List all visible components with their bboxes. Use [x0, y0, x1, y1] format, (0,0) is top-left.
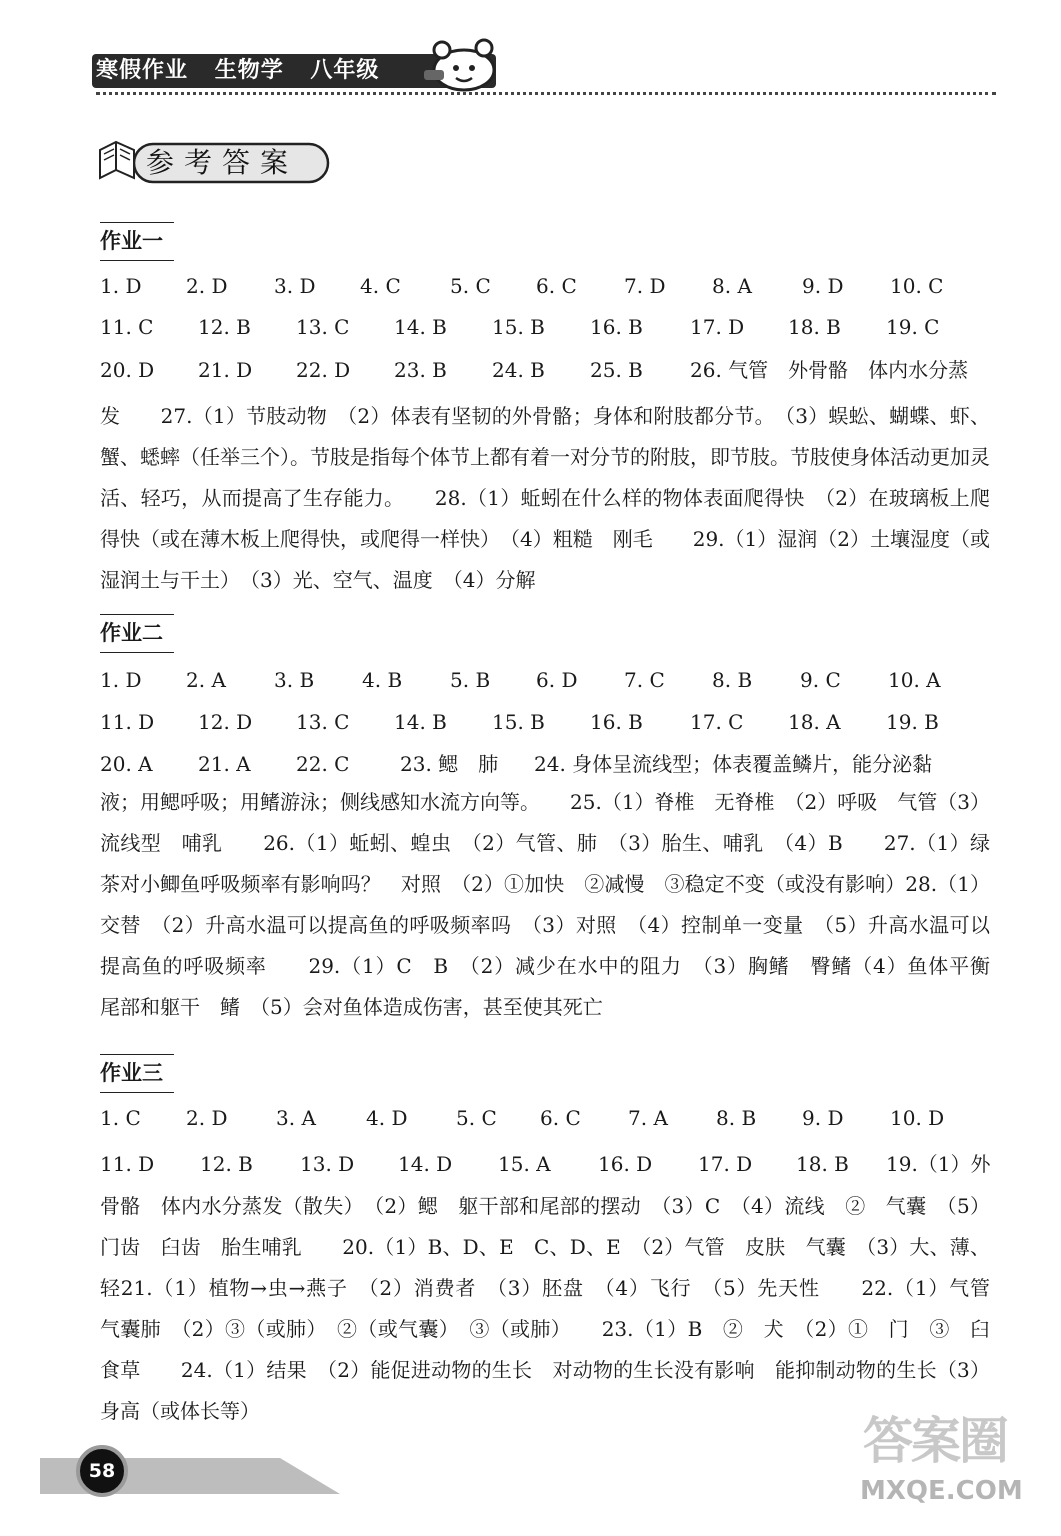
answer-item: 20. D [100, 358, 155, 382]
answer-item: 4. B [362, 668, 403, 692]
answer-row [100, 1144, 990, 1184]
answer-item: 10. C [890, 274, 944, 298]
answer-item: 20. A [100, 752, 153, 776]
answer-row [100, 1098, 990, 1138]
answer-item: 9. D [802, 1106, 844, 1130]
answer-item: 13. C [296, 315, 350, 339]
answer-item: 23. 鳃 肺 [400, 752, 499, 776]
answer-item: 22. C [296, 752, 350, 776]
answer-item: 17. C [690, 710, 744, 734]
page-number: 58 [88, 1460, 116, 1482]
answer-item: 3. B [274, 668, 315, 692]
answer-item: 15. A [498, 1152, 551, 1176]
answer-item: 2. D [186, 274, 228, 298]
section-rule [100, 1092, 174, 1093]
answer-item: 6. C [540, 1106, 581, 1130]
header-title-part: 八年级 [310, 58, 380, 83]
answer-item: 21. A [198, 752, 251, 776]
watermark-logo [860, 1408, 1023, 1526]
answer-item: 8. B [712, 668, 753, 692]
answer-item: 22. D [296, 358, 351, 382]
answer-item: 1. D [100, 274, 142, 298]
answer-item: 9. C [800, 668, 841, 692]
answer-item: 6. D [536, 668, 578, 692]
answer-item: 7. A [628, 1106, 668, 1130]
answer-item: 5. C [456, 1106, 497, 1130]
answer-row [100, 702, 990, 742]
answer-item: 6. C [536, 274, 577, 298]
answer-item: 26. 气管 外骨骼 体内水分蒸 [690, 358, 969, 382]
answer-item: 18. B [796, 1152, 849, 1176]
answer-item: 14. B [394, 710, 447, 734]
section-title: 作业三 [100, 1061, 163, 1085]
answer-item: 1. D [100, 668, 142, 692]
answer-row [100, 350, 990, 390]
section-rule [100, 1054, 174, 1055]
section-title: 作业一 [100, 229, 163, 253]
answer-item: 8. A [712, 274, 752, 298]
answer-item: 9. D [802, 274, 844, 298]
answer-item: 5. B [450, 668, 491, 692]
answer-item: 19. C [886, 315, 940, 339]
answer-item: 12. D [198, 710, 253, 734]
answer-item: 2. D [186, 1106, 228, 1130]
answer-item: 21. D [198, 358, 253, 382]
answer-item: 1. C [100, 1106, 141, 1130]
answer-item: 7. D [624, 274, 666, 298]
header-title-part: 寒假作业 [96, 58, 189, 83]
answer-item: 5. C [450, 274, 491, 298]
answer-item: 24. 身体呈流线型；体表覆盖鳞片，能分泌黏 [534, 752, 933, 776]
answer-item: 15. B [492, 315, 545, 339]
answer-row [100, 307, 990, 347]
answer-item: 11. C [100, 315, 154, 339]
answer-item: 16. D [598, 1152, 653, 1176]
answer-paragraph: 骨骼 体内水分蒸发（散失） （2）鳃 躯干部和尾部的摆动 （3）C （4）流线 ② 气囊 （5）门齿 臼齿 胎生哺乳 20.（1）B、D、E C、D、E （2）气管 皮肤 气囊 （3）大、薄、轻21.（1）植物→虫→燕子 （2）消费者 （3）胚盘 （4）飞行 （5）先天性 22.（1）气管 气囊肺 （2）③（或肺） ②（或气囊） ③（或肺） 23.（1）B ② 犬 （2）① 门 ③ 臼 食草 24.（1）结果 （2）能促进动物的生长 对动物的生长没有影响 能抑制动物的生长（3）身高（或体长等） [100, 1194, 1010, 1423]
section-rule [100, 614, 174, 615]
watermark-url: MXQE.COM [860, 1476, 1023, 1506]
answer-item: 19.（1）外 [886, 1152, 991, 1176]
answer-item: 15. B [492, 710, 545, 734]
answer-item: 16. B [590, 315, 643, 339]
answer-item: 25. B [590, 358, 643, 382]
answer-item: 3. A [276, 1106, 316, 1130]
answer-row [100, 266, 990, 306]
answer-paragraph: 液；用鳃呼吸；用鳍游泳；侧线感知水流方向等。 25.（1）脊椎 无脊椎 （2）呼吸 气管（3）流线型 哺乳 26.（1）蚯蚓、蝗虫 （2）气管、肺 （3）胎生、哺乳 （4）B 27.（1）绿茶对小鲫鱼呼吸频率有影响吗？ 对照 （2）①加快 ②减慢 ③稳定不变（或没有影响）28.（1）交替 （2）升高水温可以提高鱼的呼吸频率吗 （3）对照 （4）控制单一变量 （5）升高水温可以提高鱼的呼吸频率 29.（1）C B （2）减少在水中的阻力 （3）胸鳍 臀鳍（4）鱼体平衡 尾部和躯干 鳍 （5）会对鱼体造成伤害，甚至使其死亡 [100, 790, 1010, 1019]
answer-item: 11. D [100, 1152, 155, 1176]
answer-item: 10. A [888, 668, 941, 692]
answer-item: 3. D [274, 274, 316, 298]
section-title: 作业二 [100, 621, 163, 645]
answer-item: 4. C [360, 274, 401, 298]
answer-paragraph: 发 27.（1）节肢动物 （2）体表有坚韧的外骨骼；身体和附肢都分节。 （3）蜈蚣、蝴蝶、虾、蟹、蟋蟀（任举三个）。节肢是指每个体节上都有着一对分节的附肢，即节肢。节肢使身体活动更加灵活、轻巧，从而提高了生存能力。 28.（1）蚯蚓在什么样的物体表面爬得快 （2）在玻璃板上爬得快（或在薄木板上爬得快，或爬得一样快） （4）粗糙 刚毛 29.（1）湿润（2）土壤湿度（或湿润土与干土） （3）光、空气、温度 （4）分解 [100, 404, 990, 592]
answer-row [100, 744, 990, 784]
answer-item: 12. B [198, 315, 251, 339]
answer-item: 14. B [394, 315, 447, 339]
answer-item: 17. D [690, 315, 745, 339]
answer-item: 23. B [394, 358, 447, 382]
answer-item: 13. D [300, 1152, 355, 1176]
book-icon [100, 142, 134, 178]
answer-item: 12. B [200, 1152, 253, 1176]
answer-item: 16. B [590, 710, 643, 734]
answer-item: 13. C [296, 710, 350, 734]
header-title [96, 55, 397, 87]
answer-item: 10. D [890, 1106, 945, 1130]
section-rule [100, 222, 174, 223]
answer-row [100, 660, 990, 700]
answer-item: 24. B [492, 358, 545, 382]
section-rule [100, 652, 174, 653]
answer-item: 2. A [186, 668, 226, 692]
watermark-text: 答案圈 [863, 1412, 1007, 1470]
answer-item: 8. B [716, 1106, 757, 1130]
answer-item: 19. B [886, 710, 939, 734]
answer-item: 7. C [624, 668, 665, 692]
answer-item: 4. D [366, 1106, 408, 1130]
answer-item: 18. A [788, 710, 841, 734]
header-divider [96, 92, 996, 95]
answer-item: 17. D [698, 1152, 753, 1176]
answer-item: 11. D [100, 710, 155, 734]
answer-item: 18. B [788, 315, 841, 339]
mascot-icon [420, 36, 502, 92]
banner-label: 参考答案 [146, 146, 299, 179]
section-rule [100, 260, 174, 261]
header-title-part: 生物学 [214, 58, 284, 83]
answer-item: 14. D [398, 1152, 453, 1176]
